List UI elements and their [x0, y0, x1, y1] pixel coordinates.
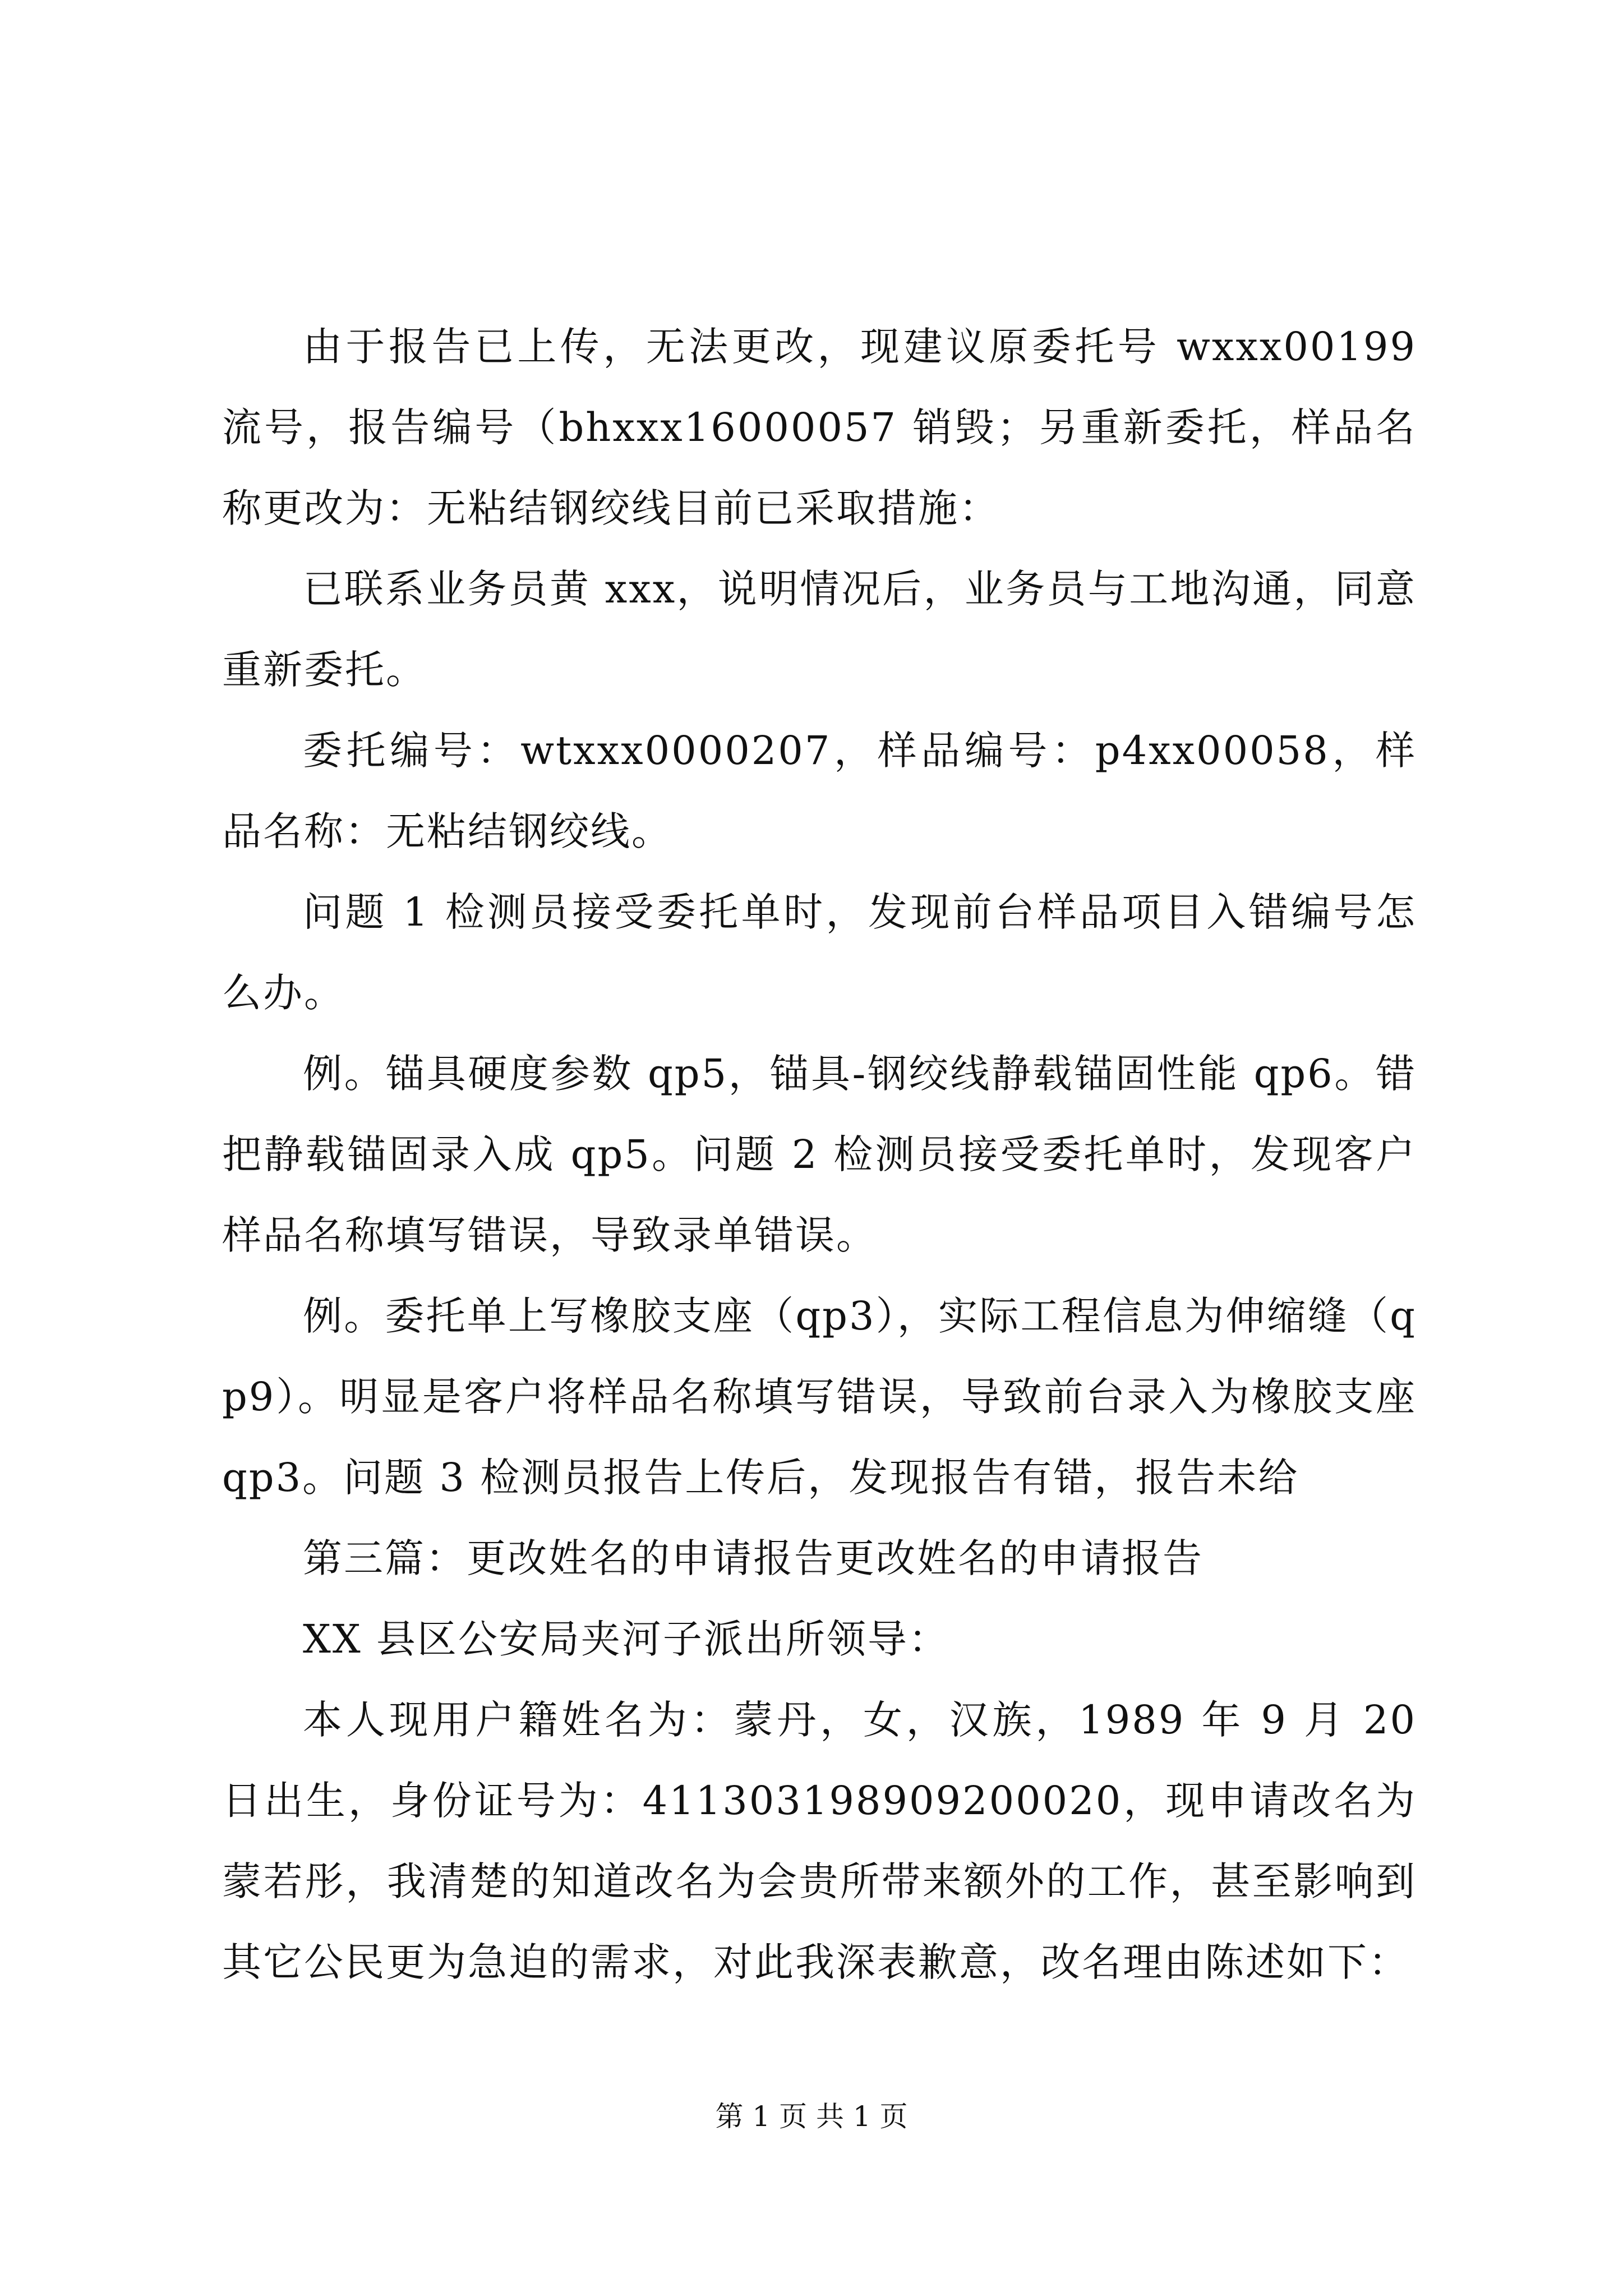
- paragraph-commission-number: 委托编号：wtxxx0000207，样品编号：p4xx00058，样品名称：无粘结钢绞线。: [222, 728, 1417, 854]
- paragraph-example-2: 例。委托单上写橡胶支座（qp3），实际工程信息为伸缩缝（qp9）。明显是客户将样品名称填写错误，导致前台录入为橡胶支座 qp3。问题 3 检测员报告上传后，发现报告有错，报告未给: [222, 1293, 1417, 1501]
- section-heading: 第三篇：更改姓名的申请报告更改姓名的申请报告: [303, 1535, 1204, 1581]
- paragraph-report-change: 由于报告已上传，无法更改，现建议原委托号 wxxx00199 流号，报告编号（bhxxx16000057 销毁；另重新委托，样品名称更改为：无粘结钢绞线目前已采取措施：: [222, 324, 1417, 531]
- paragraph-question-1: 问题 1 检测员接受委托单时，发现前台样品项目入错编号怎么办。: [222, 889, 1417, 1016]
- page-footer: 第 1 页 共 1 页: [715, 2100, 908, 2133]
- document-body: [222, 306, 1417, 2003]
- paragraph-contact-salesperson: 已联系业务员黄 xxx，说明情况后，业务员与工地沟通，同意重新委托。: [222, 566, 1417, 693]
- paragraph-name-change-request: 本人现用户籍姓名为：蒙丹，女，汉族，1989 年 9 月 20 日出生，身份证号为：411303198909200020，现申请改名为蒙若彤，我清楚的知道改名为会贵所带来额外的工作，甚至影响到其它公民更为急迫的需求，对此我深表歉意，改名理由陈述如下：: [222, 1697, 1417, 1985]
- paragraph-example-1: 例。锚具硬度参数 qp5，锚具-钢绞线静载锚固性能 qp6。错把静载锚固录入成 qp5。问题 2 检测员接受委托单时，发现客户样品名称填写错误，导致录单错误。: [222, 1051, 1417, 1258]
- letter-salutation: XX 县区公安局夹河子派出所领导：: [303, 1616, 949, 1662]
